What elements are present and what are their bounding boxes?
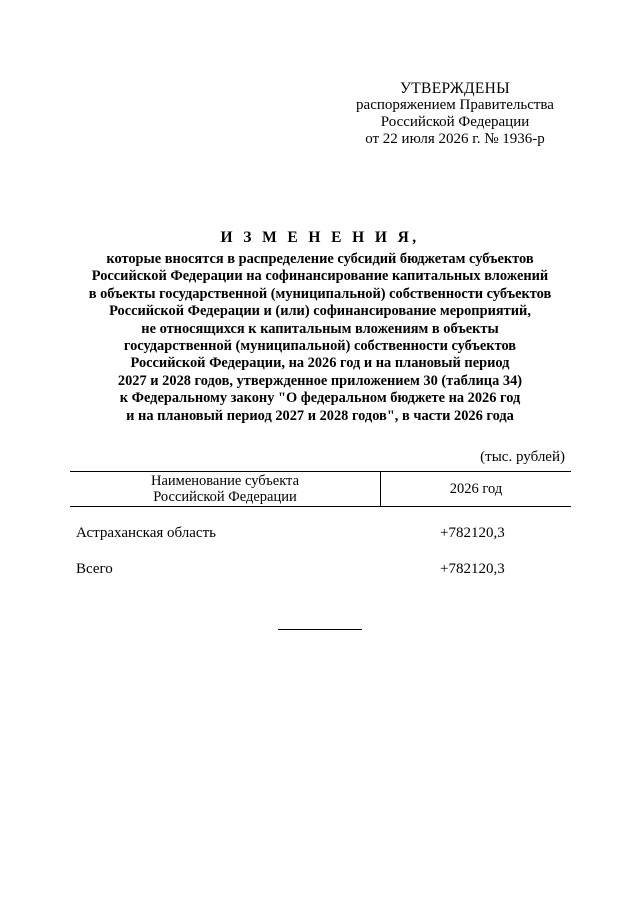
approval-line-2: Российской Федерации: [380, 114, 530, 130]
units-label: (тыс. рублей): [480, 449, 565, 465]
subtitle-line: не относящихся к капитальным вложениям в объекты: [141, 320, 499, 337]
document-title: И З М Е Н Е Н И Я,: [220, 229, 420, 246]
subtitle-line: в объекты государственной (муниципальной) собственности субъектов: [88, 285, 552, 302]
subtitle-line: государственной (муниципальной) собственности субъектов: [123, 338, 517, 355]
column-header-region-line-1: Наименование субъекта: [150, 473, 300, 489]
approval-stamp: [340, 80, 570, 148]
table-top-border: [70, 471, 571, 472]
amount-cell: +782120,3: [440, 525, 505, 541]
document-subtitle: [40, 251, 600, 425]
approval-title: УТВЕРЖДЕНЫ: [400, 80, 510, 97]
subtitle-line: к Федеральному закону "О федеральном бюджете на 2026 год: [119, 390, 521, 407]
subtitle-line: Российской Федерации и (или) софинансирование мероприятий,: [109, 303, 531, 320]
approval-line-1: распоряжением Правительства: [356, 97, 554, 113]
table-header-border: [70, 506, 571, 507]
subtitle-line: 2027 и 2028 годов, утвержденное приложением 30 (таблица 34): [117, 372, 523, 389]
column-header-year: 2026 год: [449, 481, 503, 497]
total-label-cell: Всего: [76, 561, 113, 577]
approval-line-3: от 22 июля 2026 г. № 1936-р: [365, 131, 545, 147]
subtitle-line: Российской Федерации на софинансирование капитальных вложений: [91, 268, 549, 285]
table-row-total: [76, 561, 571, 581]
end-of-document-rule: [278, 629, 362, 630]
subtitle-line: Российской Федерации, на 2026 год и на плановый период: [130, 355, 510, 372]
column-header-region: [70, 473, 380, 505]
region-name-cell: Астраханская область: [76, 525, 216, 541]
table-row: [76, 525, 571, 545]
total-amount-cell: +782120,3: [440, 561, 505, 577]
column-header-region-line-2: Российской Федерации: [153, 489, 297, 505]
subtitle-line: и на плановый период 2027 и 2028 годов", в части 2026 года: [126, 407, 514, 424]
subtitle-line: которые вносятся в распределение субсидий бюджетам субъектов: [106, 251, 534, 267]
